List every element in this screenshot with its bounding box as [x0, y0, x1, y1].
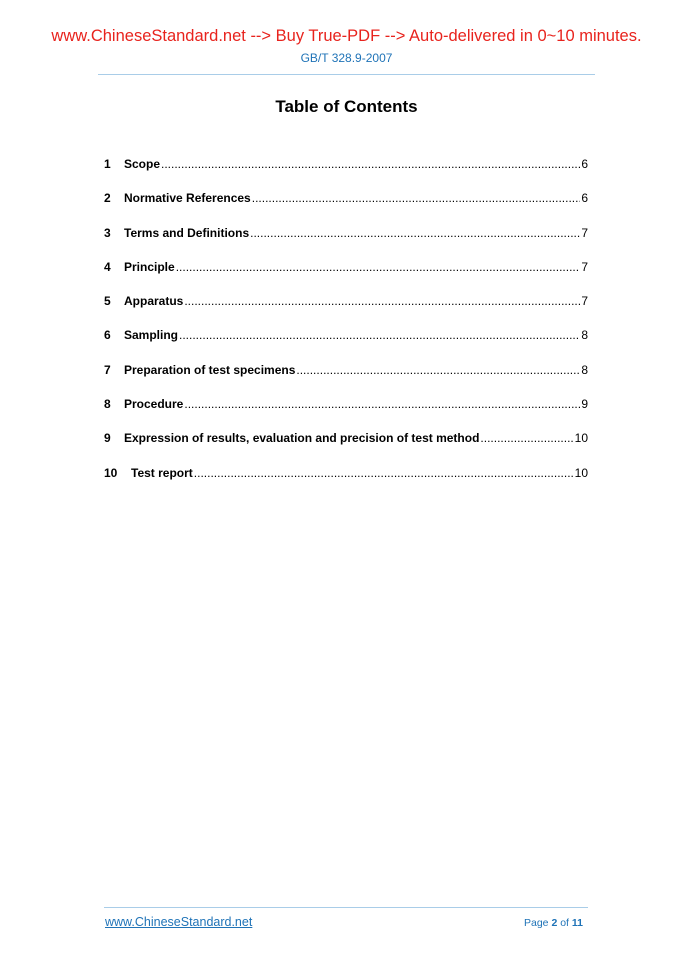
dot-leader — [480, 430, 573, 446]
dot-leader — [184, 396, 580, 412]
dot-leader — [184, 293, 580, 309]
page-current: 2 — [551, 917, 558, 929]
toc-entry-number: 1 — [104, 157, 111, 171]
page-total: 11 — [571, 917, 583, 929]
toc-entry-page: 6 — [581, 157, 588, 171]
toc-entry-label: Preparation of test specimens — [124, 362, 296, 377]
promo-banner[interactable]: www.ChineseStandard.net --> Buy True-PDF --> Auto-delivered in 0~10 minutes. — [51, 27, 642, 45]
toc-entry-procedure[interactable] — [104, 396, 588, 430]
toc-entry-page: 7 — [581, 225, 588, 240]
toc-list — [104, 156, 588, 499]
toc-entry-expression-of-results[interactable] — [104, 430, 588, 464]
footer-website-link[interactable]: www.ChineseStandard.net — [105, 915, 253, 929]
page-of: of — [560, 917, 569, 929]
page-prefix: Page — [523, 917, 549, 929]
dot-leader — [252, 190, 581, 206]
toc-entry-number: 9 — [104, 431, 111, 446]
toc-entry-number: 7 — [104, 362, 111, 377]
toc-entry-label: Sampling — [124, 328, 179, 343]
toc-entry-number: 8 — [104, 397, 111, 412]
toc-entry-label: Apparatus — [124, 294, 184, 309]
toc-entry-number: 6 — [104, 328, 111, 343]
toc-title: Table of Contents — [275, 97, 418, 116]
toc-entry-number: 5 — [104, 294, 111, 309]
toc-entry-page: 6 — [581, 191, 588, 206]
toc-entry-label: Terms and Definitions — [124, 225, 250, 240]
dot-leader — [194, 465, 574, 481]
toc-entry-page: 7 — [581, 259, 588, 274]
toc-entry-number: 4 — [104, 259, 111, 274]
page-indicator — [524, 917, 583, 929]
toc-entry-label: Principle — [124, 259, 175, 274]
toc-entry-label: Scope — [124, 157, 161, 171]
toc-entry-page: 9 — [581, 397, 588, 412]
toc-entry-page: 10 — [574, 465, 588, 480]
toc-entry-label: Test report — [131, 465, 193, 480]
toc-entry-sampling[interactable] — [104, 327, 588, 361]
dot-leader — [250, 225, 580, 241]
toc-entry-number: 10 — [104, 465, 118, 480]
header-divider — [98, 74, 595, 75]
toc-entry-page: 8 — [581, 328, 588, 343]
toc-entry-label: Procedure — [124, 397, 184, 412]
dot-leader — [161, 156, 580, 172]
dot-leader — [179, 327, 580, 343]
dot-leader — [176, 259, 581, 275]
toc-entry-terms-and-definitions[interactable] — [104, 225, 588, 259]
footer-divider — [104, 907, 588, 908]
toc-entry-page: 7 — [581, 294, 588, 309]
toc-entry-label: Normative References — [124, 191, 251, 206]
toc-entry-page: 10 — [574, 431, 588, 446]
toc-entry-preparation-of-test-specimens[interactable] — [104, 362, 588, 396]
toc-entry-test-report[interactable] — [104, 465, 588, 499]
toc-entry-page: 8 — [581, 362, 588, 377]
toc-entry-label: Expression of results, evaluation and precision of test method — [124, 431, 480, 446]
toc-entry-number: 3 — [104, 225, 111, 240]
toc-entry-normative-references[interactable] — [104, 190, 588, 224]
toc-entry-number: 2 — [104, 191, 111, 206]
dot-leader — [296, 362, 580, 378]
toc-entry-principle[interactable] — [104, 259, 588, 293]
toc-entry-scope[interactable] — [104, 156, 588, 190]
document-id: GB/T 328.9-2007 — [300, 51, 393, 65]
toc-entry-apparatus[interactable] — [104, 293, 588, 327]
